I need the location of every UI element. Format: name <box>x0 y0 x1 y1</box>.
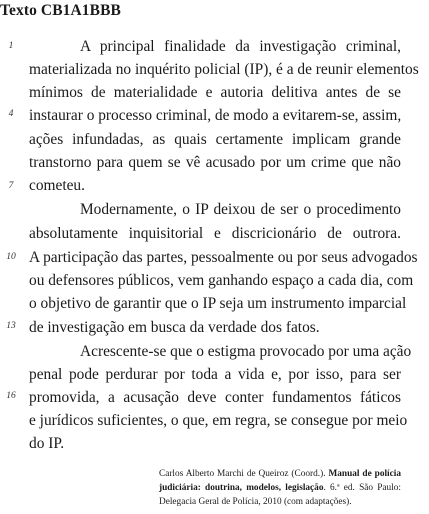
text-line: cometeu. <box>29 177 85 194</box>
citation-edition: . 6.ª ed. São Paulo: <box>323 483 401 493</box>
line-number: 16 <box>6 391 16 401</box>
text-line: penal pode perdurar por toda a vida e, por isso, para ser <box>29 366 401 383</box>
text-line: do IP. <box>29 435 65 452</box>
text-line: e jurídicos suficientes, o que, em regra, se consegue por meio <box>29 412 408 429</box>
line-number: 10 <box>6 252 16 262</box>
line-number: 1 <box>8 41 14 51</box>
citation-line <box>159 468 401 482</box>
citation-author: Carlos Alberto Marchi de Queiroz (Coord.). <box>159 469 326 479</box>
citation-book-title: Manual de polícia <box>328 469 401 479</box>
text-title: Texto CB1A1BBB <box>0 2 121 19</box>
text-line: transtorno para quem se vê acusado por um crime que não <box>29 154 401 171</box>
text-line: materializada no inquérito policial (IP), é a de reunir elementos <box>29 61 419 78</box>
text-line: de investigação em busca da verdade dos fatos. <box>29 319 320 336</box>
line-number: 4 <box>8 109 14 119</box>
text-line: instaurar o processo criminal, de modo a evitarem-se, assim, <box>29 107 402 124</box>
text-line: A participação das partes, pessoalmente ou por seus advogados <box>29 249 418 266</box>
text-line: promovida, a acusação deve conter fundamentos fáticos <box>29 389 401 406</box>
citation-line <box>159 482 401 496</box>
text-line: absolutamente inquisitorial e discricionário de outrora. <box>29 225 401 242</box>
text-line: ou defensores públicos, vem ganhando espaço a cada dia, com <box>29 272 414 289</box>
text-line: Acrescente-se que o estigma provocado por uma ação <box>80 343 412 360</box>
text-line: mínimos de materialidade e autoria delitiva antes de se <box>29 84 401 101</box>
text-line: Modernamente, o IP deixou de ser o procedimento <box>80 201 401 218</box>
text-line: A principal finalidade da investigação criminal, <box>80 38 401 55</box>
citation-book-subtitle: judiciária: doutrina, modelos, legislação <box>159 483 324 493</box>
text-line: o objetivo de garantir que o IP seja um instrumento imparcial <box>29 295 407 312</box>
line-number: 7 <box>8 181 14 191</box>
citation-publisher: Delegacia Geral de Polícia, 2010 (com adaptações). <box>159 497 352 507</box>
line-number: 13 <box>6 321 16 331</box>
text-line: ações infundadas, as quais certamente implicam grande <box>29 131 401 148</box>
